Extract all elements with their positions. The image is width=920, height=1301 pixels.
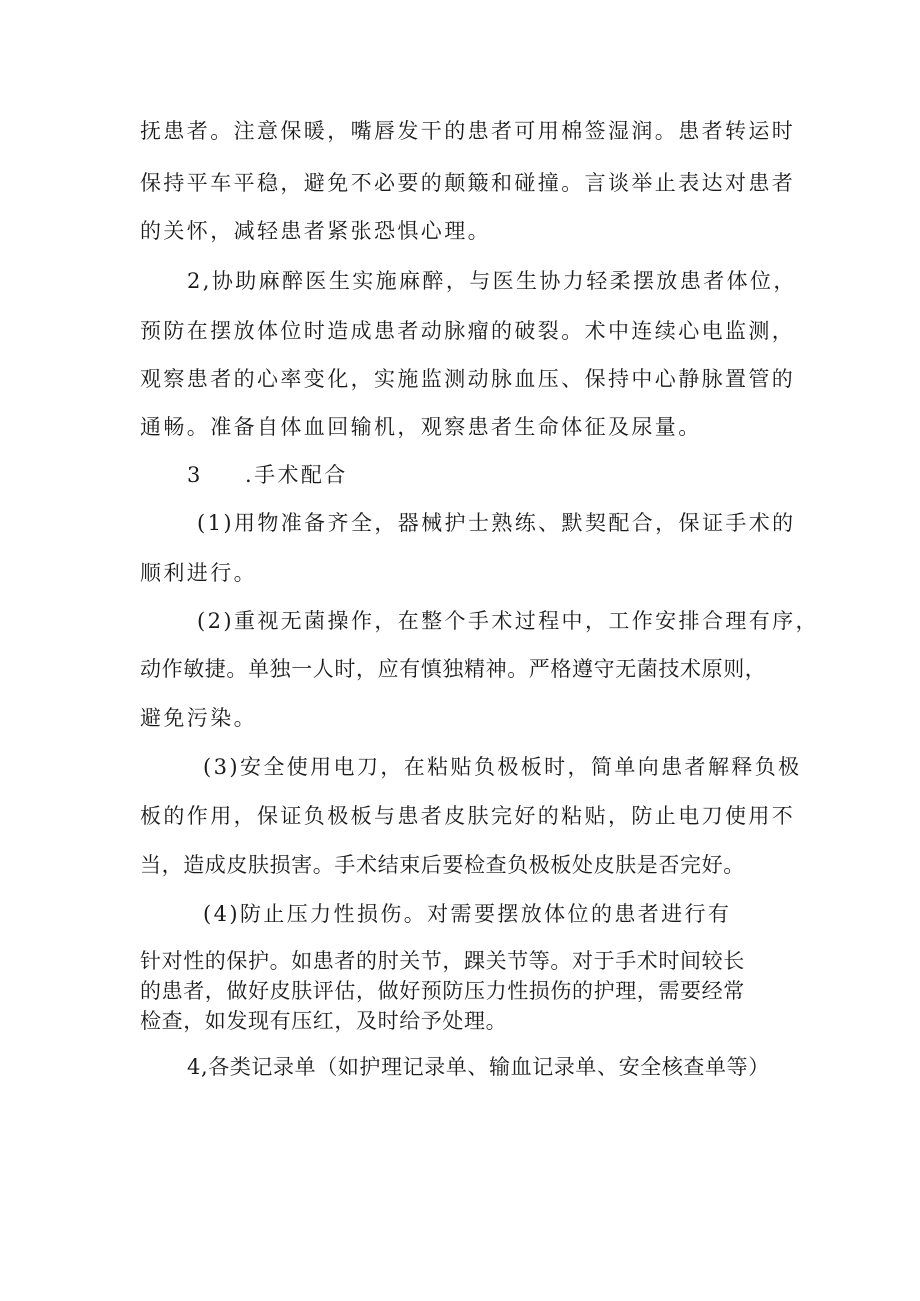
item-2-line-2: 动作敏捷。单独一人时，应有慎独精神。严格遵守无菌技术原则，: [140, 657, 767, 681]
item-2-line-3: 避免污染。: [140, 706, 257, 730]
paragraph-2-line-4: 通畅。准备自体血回输机，观察患者生命体征及尿量。: [140, 415, 702, 439]
section-number-3: 3: [187, 463, 203, 487]
item-4-line-2: 针对性的保护。如患者的肘关节，踝关节等。对于手术时间较长: [140, 949, 745, 973]
paragraph-2-line-1: 2,协助麻醉医生实施麻醉，与医生协力轻柔摆放患者体位，: [187, 269, 797, 293]
item-3-line-3: 当，造成皮肤损害。手术结束后要检查负极板处皮肤是否完好。: [140, 853, 745, 877]
item-4-line-1: (4)防止压力性损伤。对需要摆放体位的患者进行有: [203, 902, 732, 926]
item-1-line-2: 顺利进行。: [140, 561, 257, 585]
item-2-line-1: (2)重视无菌操作，在整个手术过程中，工作安排合理有序，: [197, 609, 819, 633]
item-4-line-3: 的患者，做好皮肤评估，做好预防压力性损伤的护理，需要经常: [140, 979, 745, 1003]
paragraph-1-line-3: 的关怀，减轻患者紧张恐惧心理。: [140, 219, 491, 243]
item-3-line-1: (3)安全使用电刀，在粘贴负极板时，简单向患者解释负极: [203, 755, 802, 779]
paragraph-2-line-2: 预防在摆放体位时造成患者动脉瘤的破裂。术中连续心电监测，: [140, 319, 796, 343]
paragraph-1-line-2: 保持平车平稳，避免不必要的颠簸和碰撞。言谈举止表达对患者: [140, 171, 796, 195]
item-3-line-2: 板的作用，保证负极板与患者皮肤完好的粘贴，防止电刀使用不: [140, 804, 796, 828]
section-title-3: .手术配合: [245, 463, 348, 487]
paragraph-2-line-3: 观察患者的心率变化，实施监测动脉血压、保持中心静脉置管的: [140, 367, 796, 391]
paragraph-4-line-1: 4,各类记录单（如护理记录单、输血记录单、安全核查单等）: [187, 1055, 770, 1079]
item-1-line-1: (1)用物准备齐全，器械护士熟练、默契配合，保证手术的: [197, 511, 796, 535]
item-4-line-4: 检查，如发现有压红，及时给予处理。: [140, 1009, 508, 1033]
paragraph-1-line-1: 抚患者。注意保暖，嘴唇发干的患者可用棉签湿润。患者转运时: [140, 119, 796, 143]
